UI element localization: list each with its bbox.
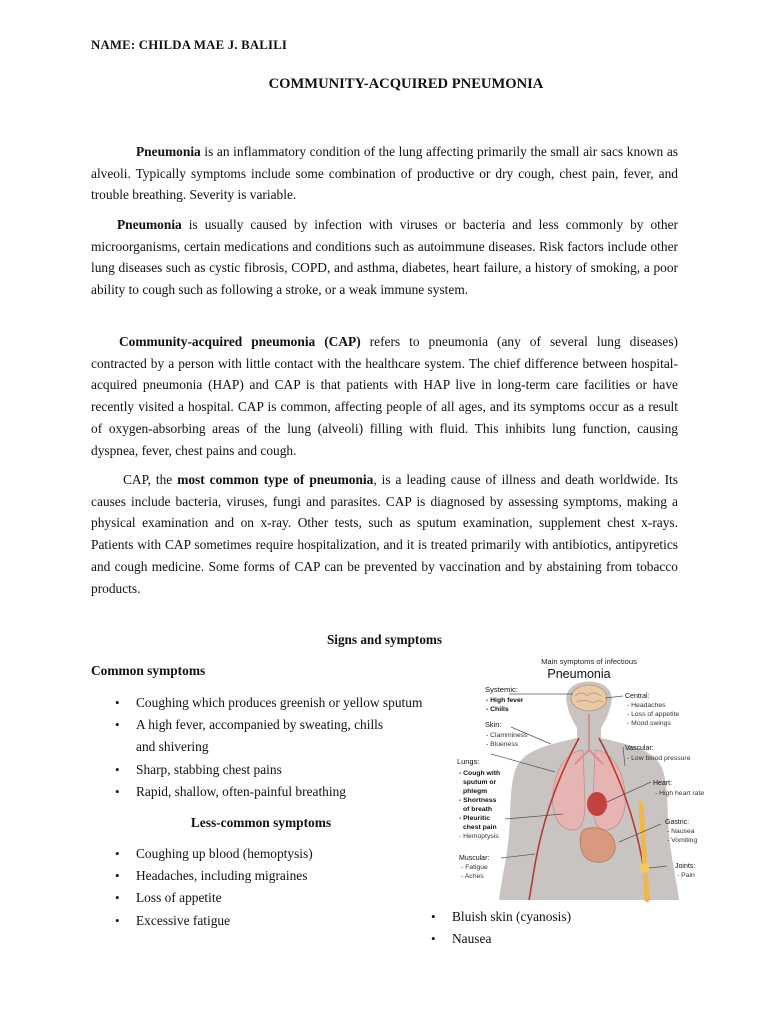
list-item: • Sharp, stabbing chest pains	[91, 759, 431, 781]
heart-item: - High heart rate	[655, 790, 705, 797]
paragraph-text: , is a leading cause of illness and death worldwide. Its causes include bacteria, viruses, fungi and parasites. CAP is diagnosed by assessing symptoms, making a physical examination and on x-ray. Other tests, such as sputum examination, supplement chest x-rays. Patients with CAP sometimes require hospitalization, and it is treated primarily with antibiotics, antipyretics and cough medicine. Some forms of CAP can be prevented by vaccination and by abstaining from tobacco products.	[91, 472, 678, 596]
lungs-item: - Cough with	[459, 770, 501, 777]
lungs-item: - Shortness	[459, 797, 497, 804]
lungs-item: of breath	[463, 806, 493, 813]
extra-symptoms-list	[407, 906, 707, 950]
term-cap: Community-acquired pneumonia (CAP)	[119, 334, 361, 349]
joints-item: - Pain	[677, 872, 695, 879]
skin-label: Skin:	[485, 720, 502, 729]
list-item: • Coughing up blood (hemoptysis)	[91, 843, 431, 865]
list-item: • Rapid, shallow, often-painful breathing	[91, 781, 431, 803]
systemic-item: - Chills	[486, 706, 509, 713]
systemic-label: Systemic:	[485, 685, 518, 694]
lungs-item: chest pain	[463, 824, 497, 831]
term-pneumonia: Pneumonia	[136, 144, 201, 159]
central-item: - Loss of appetite	[627, 711, 680, 718]
brain-illustration	[571, 685, 607, 711]
diagram-caption: Main symptoms of infectious	[541, 657, 637, 666]
list-item: • A high fever, accompanied by sweating, chills and shivering	[91, 714, 398, 758]
lungs-label: Lungs:	[457, 757, 480, 766]
list-item: • Bluish skin (cyanosis)	[407, 906, 707, 928]
pneumonia-symptoms-diagram	[455, 654, 723, 902]
list-item: • Headaches, including migraines	[91, 865, 431, 887]
paragraph-definition	[91, 141, 678, 206]
common-symptoms-list	[91, 692, 431, 803]
gastric-label: Gastric:	[665, 819, 690, 826]
heart-label: Heart:	[653, 780, 673, 787]
section-heading-signs: Signs and symptoms	[326, 632, 443, 647]
term-most-common: most common type of pneumonia	[177, 472, 374, 487]
list-item: • Loss of appetite	[91, 887, 431, 909]
student-name: NAME: CHILDA MAE J. BALILI	[91, 38, 288, 52]
skin-item: - Clamminess	[486, 732, 528, 739]
gastric-item: - Nausea	[667, 828, 695, 835]
paragraph-cap-definition	[91, 331, 678, 461]
lungs-item: sputum or	[463, 779, 497, 786]
muscular-item: - Fatigue	[461, 864, 488, 871]
central-item: - Mood swings	[627, 720, 671, 727]
subheading-common-symptoms: Common symptoms	[91, 663, 206, 678]
lungs-item: - Pleuritic	[459, 815, 490, 822]
heart-illustration	[587, 792, 607, 816]
diagram-title: Pneumonia	[547, 667, 611, 681]
gastric-item: - Vomiting	[667, 837, 698, 844]
term-pneumonia: Pneumonia	[117, 217, 182, 232]
paragraph-causes	[91, 214, 678, 301]
vascular-item: - Low blood pressure	[627, 755, 691, 762]
lungs-item: - Hemoptysis	[459, 833, 499, 840]
lungs-item: phlegm	[463, 788, 488, 795]
subheading-less-common-symptoms: Less-common symptoms	[190, 815, 332, 830]
joints-label: Joints:	[675, 863, 696, 870]
muscular-item: - Aches	[461, 873, 484, 880]
paragraph-cap-overview	[91, 469, 678, 599]
paragraph-text: is usually caused by infection with viruses or bacteria and less commonly by other microorganisms, certain medications and conditions such as autoimmune diseases. Risk factors include other lung diseases such as cystic fibrosis, COPD, and asthma, diabetes, heart failure, a history of smoking, a poor ability to cough such as following a stroke, or a weak immune system.	[91, 217, 678, 298]
central-label: Central:	[625, 693, 650, 700]
skin-item: - Blueness	[486, 741, 519, 748]
paragraph-text: CAP, the	[123, 472, 178, 487]
paragraph-text: refers to pneumonia (any of several lung diseases) contracted by a person with little contact with the healthcare system. The chief difference between hospital-acquired pneumonia (HAP) and CAP is that patients with HAP live in long-term care facilities or have recently visited a hospital. CAP is common, affecting people of all ages, and its symptoms occur as a result of oxygen-absorbing areas of the lung (alveoli) filling with fluid. This inhibits lung function, causing dyspnea, fever, chest pains and cough.	[91, 334, 678, 458]
less-common-symptoms-list	[91, 843, 431, 932]
paragraph-text: is an inflammatory condition of the lung affecting primarily the small air sacs known as alveoli. Typically symptoms include some combination of productive or dry cough, chest pain, fever, and trouble breathing. Severity is variable.	[91, 144, 678, 203]
muscular-label: Muscular:	[459, 855, 490, 862]
central-item: - Headaches	[627, 702, 666, 709]
list-item: • Coughing which produces greenish or yellow sputum	[91, 692, 431, 714]
list-item: • Nausea	[407, 928, 707, 950]
vascular-label: Vascular:	[625, 745, 654, 752]
systemic-item: - High fever	[486, 697, 524, 704]
document-title: COMMUNITY-ACQUIRED PNEUMONIA	[268, 76, 544, 92]
list-item: • Excessive fatigue	[91, 910, 431, 932]
